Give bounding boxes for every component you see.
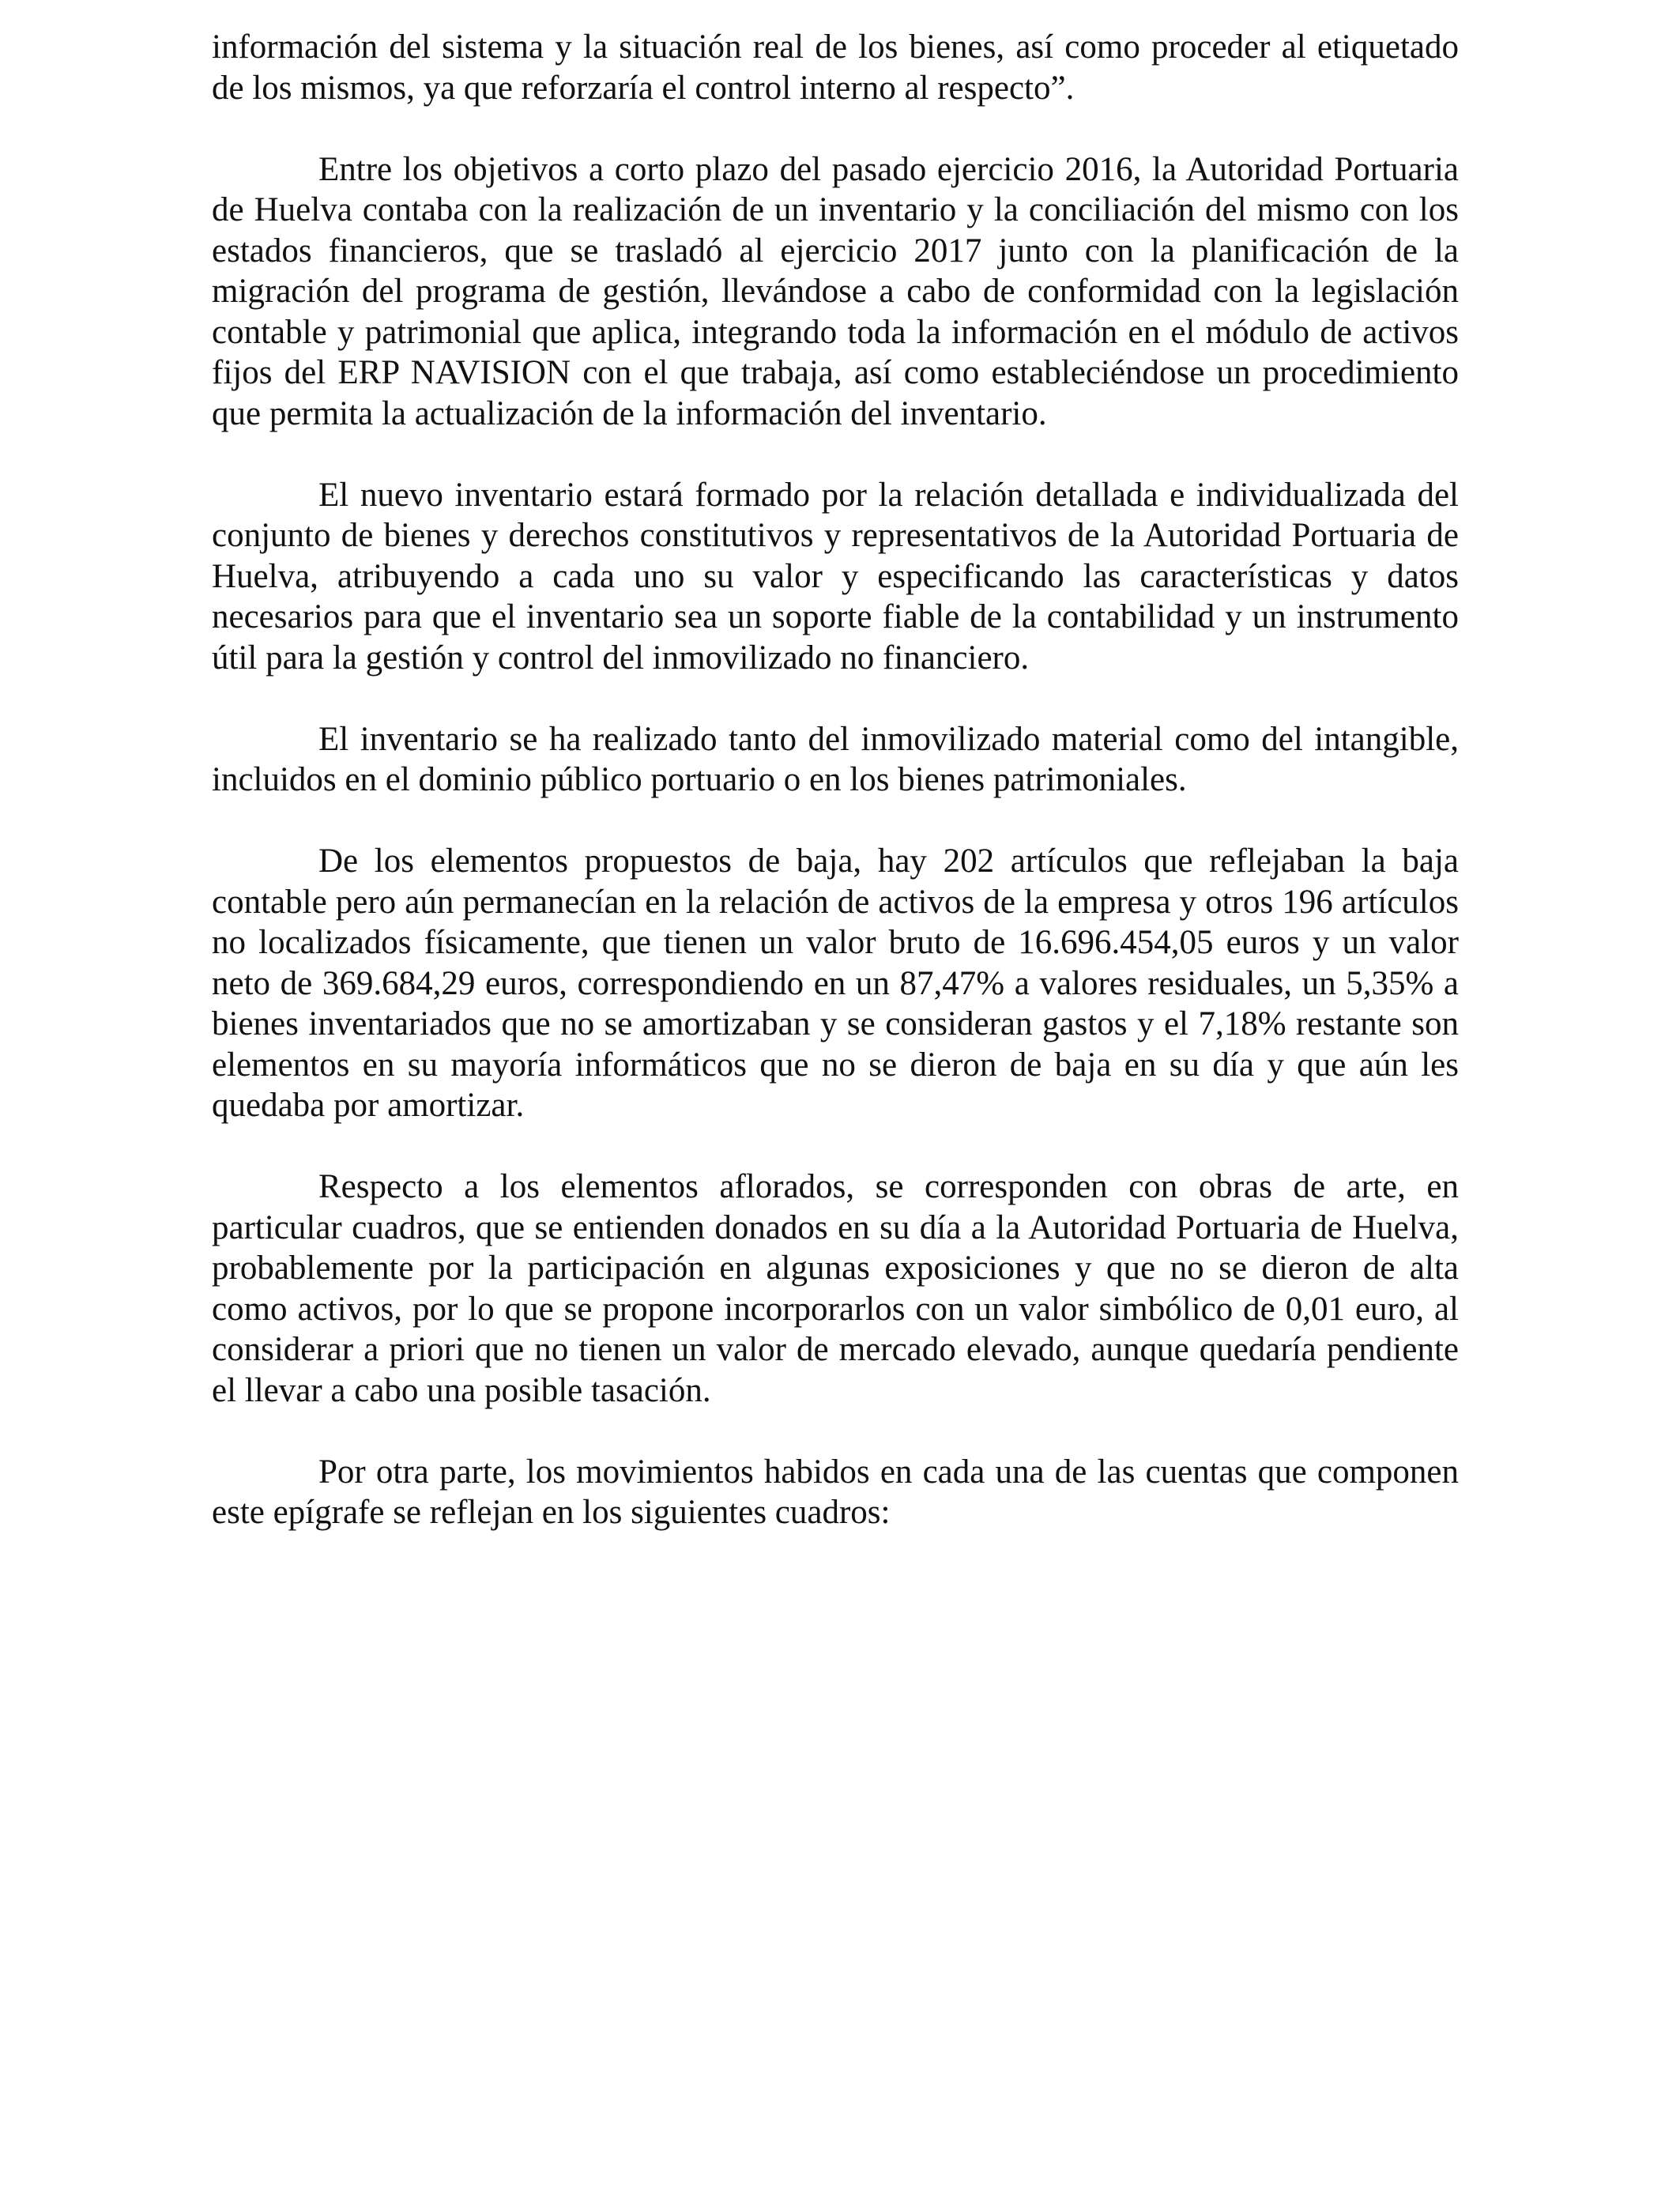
paragraph-inventory-objectives: Entre los objetivos a corto plazo del pasado ejercicio 2016, la Autoridad Portuaria de Huelva contaba con la realización de un inventario y la conciliación del mismo con los estados financieros, que se trasladó al ejercicio 2017 junto con la planificación de la migración del programa de gestión, llevándose a cabo de conformidad con la legislación contable y patrimonial que aplica, integrando toda la información en el módulo de activos fijos del ERP NAVISION con el que trabaja, así como estableciéndose un procedimiento que permita la actualización de la información del inventario. xyxy=(212,150,1459,432)
paragraph-inventory-scope: El inventario se ha realizado tanto del inmovilizado material como del intangible, incluidos en el dominio público portuario o en los bienes patrimoniales. xyxy=(212,720,1459,798)
paragraph-new-inventory: El nuevo inventario estará formado por la relación detallada e individualizada del conjunto de bienes y derechos constitutivos y representativos de la Autoridad Portuaria de Huelva, atribuyendo a cada uno su valor y especificando las características y datos necesarios para que el inventario sea un soporte fiable de la contabilidad y un instrumento útil para la gestión y control del inmovilizado no financiero. xyxy=(212,476,1459,677)
paragraph-removed-elements: De los elementos propuestos de baja, hay 202 artículos que reflejaban la baja contable pero aún permanecían en la relación de activos de la empresa y otros 196 artículos no localizados físicamente, que tienen un valor bruto de 16.696.454,05 euros y un valor neto de 369.684,29 euros, correspondiendo en un 87,47% a valores residuales, un 5,35% a bienes inventariados que no se amortizaban y se consideran gastos y el 7,18% restante son elementos en su mayoría informáticos que no se dieron de baja en su día y que aún les quedaba por amortizar. xyxy=(212,843,1459,1124)
paragraph-surfaced-elements: Respecto a los elementos aflorados, se corresponden con obras de arte, en particular cuadros, que se entienden donados en su día a la Autoridad Portuaria de Huelva, probablemente por la participación en algunas exposiciones y que no se dieron de alta como activos, por lo que se propone incorporarlos con un valor simbólico de 0,01 euro, al considerar a priori que no tienen un valor de mercado elevado, aunque quedaría pendiente el llevar a cabo una posible tasación. xyxy=(212,1168,1459,1409)
document-body xyxy=(212,27,1459,1574)
paragraph-continuation: información del sistema y la situación real de los bienes, así como proceder al etiquetado de los mismos, ya que reforzaría el control interno al respecto”. xyxy=(212,28,1459,107)
paragraph-account-movements: Por otra parte, los movimientos habidos en cada una de las cuentas que componen este epígrafe se reflejan en los siguientes cuadros: xyxy=(212,1453,1459,1531)
